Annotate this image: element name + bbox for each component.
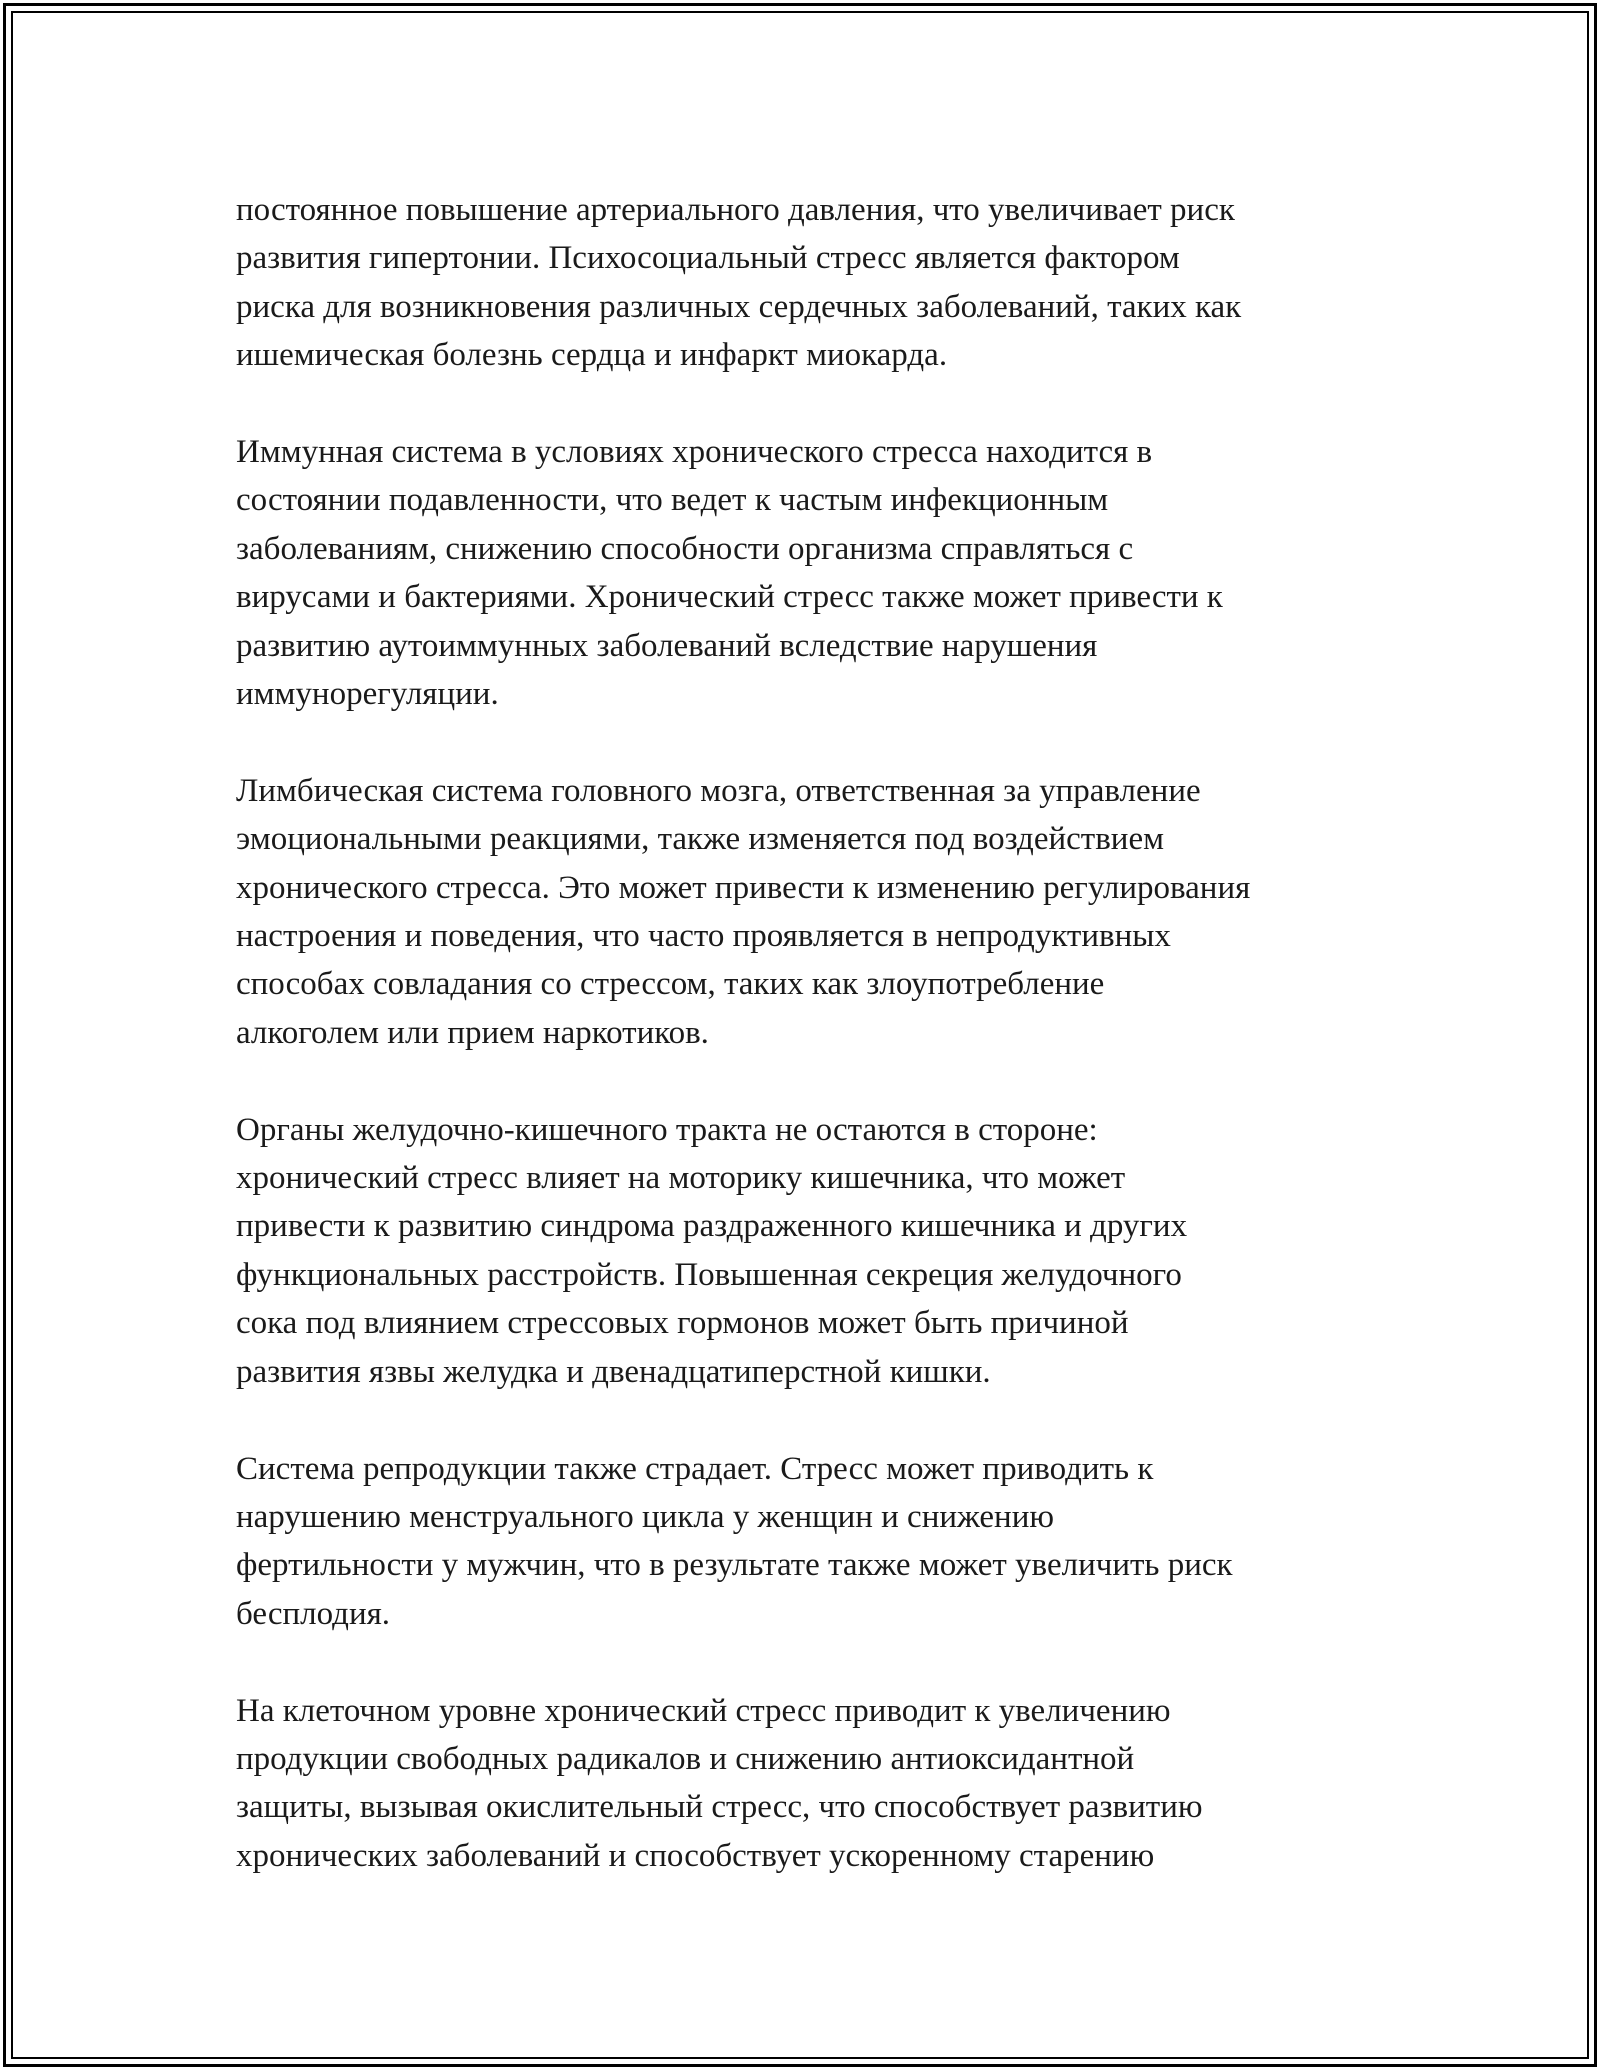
text-line: развития гипертонии. Психосоциальный стресс является фактором — [236, 240, 1180, 277]
text-line: хронических заболеваний и способствует ускоренному старению — [236, 1837, 1155, 1874]
text-line: привести к развитию синдрома раздраженного кишечника и других — [236, 1208, 1188, 1245]
text-line: нарушению менструального цикла у женщин и снижению — [236, 1498, 1055, 1535]
text-line: Лимбическая система головного мозга, ответственная за управление — [236, 772, 1201, 809]
text-line: постоянное повышение артериального давления, что увеличивает риск — [236, 192, 1235, 228]
text-line: риска для возникновения различных сердечных заболеваний, таких как — [236, 288, 1242, 325]
text-line: заболеваниям, снижению способности организма справляться с — [236, 530, 1134, 567]
document-body — [236, 186, 1396, 1929]
text-line: продукции свободных радикалов и снижению антиоксидантной — [236, 1740, 1135, 1777]
text-line: развитию аутоиммунных заболеваний вследствие нарушения — [236, 627, 1098, 664]
text-line: На клеточном уровне хронический стресс приводит к увеличению — [236, 1692, 1171, 1729]
text-line: настроения и поведения, что часто проявляется в непродуктивных — [236, 918, 1171, 955]
text-line: хронического стресса. Это может привести к изменению регулирования — [236, 869, 1251, 906]
text-line: сока под влиянием стрессовых гормонов может быть причиной — [236, 1305, 1129, 1342]
text-line: алкоголем или прием наркотиков. — [236, 1014, 709, 1051]
text-line: способах совладания со стрессом, таких как злоупотребление — [236, 966, 1105, 1003]
text-line: функциональных расстройств. Повышенная секреция желудочного — [236, 1256, 1182, 1293]
text-line: развития язвы желудка и двенадцатиперстной кишки. — [236, 1353, 991, 1390]
text-line: хронический стресс влияет на моторику кишечника, что может — [236, 1160, 1126, 1197]
text-line: фертильности у мужчин, что в результате также может увеличить риск — [236, 1547, 1233, 1584]
text-line: вирусами и бактериями. Хронический стресс также может привести к — [236, 579, 1223, 616]
paragraph-limbic-system — [236, 767, 1396, 1057]
text-line: иммунорегуляции. — [236, 676, 499, 713]
text-line: ишемическая болезнь сердца и инфаркт миокарда. — [236, 337, 948, 374]
paragraph-blood-pressure — [236, 186, 1396, 380]
text-line: Иммунная система в условиях хронического стресса находится в — [236, 434, 1153, 471]
text-line: Органы желудочно-кишечного тракта не остаются в стороне: — [236, 1111, 1098, 1148]
paragraph-immune-system — [236, 428, 1396, 718]
paragraph-reproductive — [236, 1445, 1396, 1639]
text-line: защиты, вызывая окислительный стресс, что способствует развитию — [236, 1789, 1203, 1826]
text-line: эмоциональными реакциями, также изменяется под воздействием — [236, 821, 1164, 858]
text-line: бесплодия. — [236, 1595, 391, 1632]
paragraph-cellular — [236, 1687, 1396, 1881]
text-line: состоянии подавленности, что ведет к частым инфекционным — [236, 482, 1109, 519]
paragraph-gastrointestinal — [236, 1106, 1396, 1396]
text-line: Система репродукции также страдает. Стресс может приводить к — [236, 1450, 1154, 1487]
